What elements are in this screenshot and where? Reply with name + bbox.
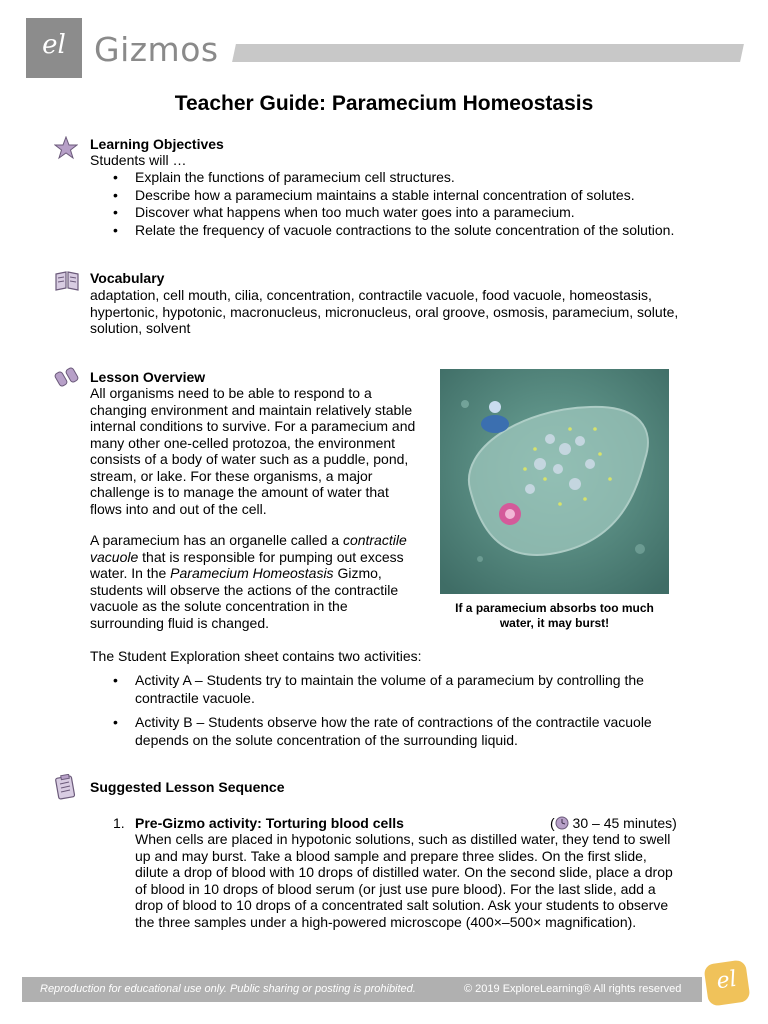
footer-copyright: © 2019 ExploreLearning® All rights reserved (464, 983, 682, 995)
sequence-item-text: When cells are placed in hypotonic solutions, such as distilled water, they tend to swell up and may burst. Take a blood sample and prepare three slides. On the first slide, dilute a drop of blood with 10 drops of distilled water. On the second slide, place a drop of blood in 10 drops of blood serum (or just use pure blood). For the last slide, add a drop of blood to 10 drops of a concentrated salt solution. Ask your students to observe the three samples under a high-powered microscope (400×–500× magnification). (135, 831, 673, 930)
list-item: • Relate the frequency of vacuole contractions to the solute concentration of the solution. (90, 222, 710, 240)
list-item: • Activity A – Students try to maintain the volume of a paramecium by controlling the contractile vacuole. (90, 672, 690, 707)
overview-paragraph-1: All organisms need to be able to respond to a changing environment and maintain relatively stable internal conditions to survive. For a paramecium and many other one-celled protozoa, the environment consists of a body of water such as a puddle, pond, stream, or lake. For these organisms, a major challenge is to manage the amount of water that flows into and out of the cell. (90, 385, 416, 517)
header-bar (232, 44, 744, 62)
objectives-heading: Learning Objectives (90, 136, 224, 152)
list-item: • Discover what happens when too much water goes into a paramecium. (90, 204, 710, 222)
objectives-list (90, 169, 710, 239)
list-item: • Activity B – Students observe how the rate of contractions of the contractile vacuole depends on the solute concentration of the surrounding liquid. (90, 714, 690, 749)
footer-logo-text: el (714, 966, 739, 995)
overview-paragraph-3: The Student Exploration sheet contains two activities: (90, 648, 422, 664)
footer-logo (703, 959, 750, 1006)
activities-list (90, 672, 690, 756)
sequence-heading: Suggested Lesson Sequence (90, 779, 285, 795)
footer-notice: Reproduction for educational use only. Public sharing or posting is prohibited. (40, 983, 416, 995)
list-item: • Explain the functions of paramecium cell structures. (90, 169, 710, 187)
logo-text: el (42, 30, 66, 60)
image-caption: If a paramecium absorbs too much water, it may burst! (455, 601, 654, 630)
overview-heading: Lesson Overview (90, 369, 206, 385)
clipboard-icon (54, 774, 78, 798)
vocabulary-text: adaptation, cell mouth, cilia, concentration, contractile vacuole, food vacuole, homeostasis, hypertonic, hypotonic, macronucleus, micronucleus, oral groove, osmosis, paramecium, solute, solution, solvent (90, 287, 679, 336)
clock-icon (555, 816, 569, 830)
star-icon (54, 136, 78, 160)
binoculars-icon (54, 366, 78, 390)
book-icon (54, 270, 78, 294)
vocabulary-heading: Vocabulary (90, 270, 165, 286)
explorelearning-logo (26, 18, 82, 78)
overview-paragraph-2: A paramecium has an organelle called a contractile vacuole that is responsible for pumping out excess water. In the Paramecium Homeostasis Gizmo, students will observe the actions of the contractile vacuole as the solute concentration in the surrounding fluid is changed. (90, 532, 407, 631)
page-title: Teacher Guide: Paramecium Homeostasis (174, 92, 594, 115)
paramecium-image (440, 369, 669, 594)
objectives-intro: Students will … (90, 152, 187, 168)
list-item: • Describe how a paramecium maintains a stable internal concentration of solutes. (90, 187, 710, 205)
sequence-item-title: Pre-Gizmo activity: Torturing blood cells (135, 815, 404, 831)
brand-name: Gizmos (94, 30, 219, 69)
sequence-item-time: ( 30 – 45 minutes) (550, 815, 677, 831)
sequence-item-number: 1. (113, 815, 125, 831)
